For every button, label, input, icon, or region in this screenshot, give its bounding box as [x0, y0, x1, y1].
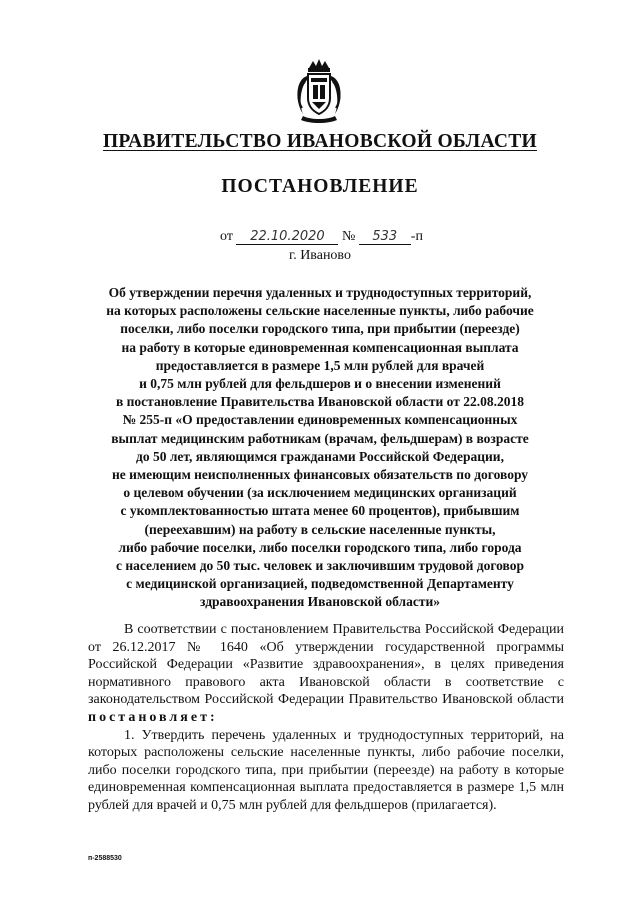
organization-name: ПРАВИТЕЛЬСТВО ИВАНОВСКОЙ ОБЛАСТИ	[102, 131, 538, 152]
title-line: либо рабочие поселки, либо поселки городского типа, либо города	[118, 539, 522, 555]
title-line: на работу в которые единовременная компенсационная выплата	[121, 339, 519, 355]
title-line: (переехавшим) на работу в сельские населенные пункты,	[144, 521, 496, 537]
title-line: поселки, либо поселки городского типа, при прибытии (переезде)	[120, 321, 520, 337]
number-suffix: -п	[410, 229, 423, 244]
title-line: в постановление Правительства Ивановской области от 22.08.2018	[115, 394, 524, 410]
handwritten-date: 22.10.2020	[236, 229, 338, 245]
handwritten-number: 533	[359, 229, 411, 245]
title-line: с населением до 50 тыс. человек и заключившим трудовой договор	[115, 558, 525, 574]
document-body	[88, 621, 564, 815]
title-line: не имеющим неисполненных финансовых обязательств по договору	[111, 467, 529, 483]
title-line: выплат медицинским работникам (врачам, фельдшерам) в возрасте	[111, 430, 529, 446]
title-line: и 0,75 млн рублей для фельдшеров и о внесении изменений	[139, 376, 501, 392]
title-line: с укомплектованностью штата менее 60 процентов), прибывшим	[120, 503, 520, 519]
title-line: здравоохранения Ивановской области»	[200, 594, 440, 610]
decree-keyword: постановляет:	[88, 709, 218, 725]
title-line: Об утверждении перечня удаленных и труднодоступных территорий,	[108, 285, 532, 300]
preamble-paragraph	[88, 621, 564, 727]
title-line: на которых расположены сельские населенные пункты, либо рабочие	[106, 303, 534, 319]
title-line: предоставляется в размере 1,5 млн рублей для врачей	[155, 357, 485, 373]
date-prefix: от	[220, 229, 233, 244]
title-line: о целевом обучении (за исключением медицинских организаций	[123, 485, 517, 501]
coat-of-arms-emblem	[293, 58, 345, 124]
document-code: п-2588530	[88, 855, 122, 862]
title-line: с медицинской организацией, подведомственной Департаменту	[126, 576, 514, 592]
number-prefix: №	[341, 229, 356, 244]
city-name: г. Иваново	[289, 248, 351, 263]
date-number-line	[220, 229, 423, 245]
title-line: до 50 лет, являющимся гражданами Российской Федерации,	[136, 448, 504, 464]
preamble-text: В соответствии с постановлением Правительства Российской Федерации от 26.12.2017 № 1640 «Об утверждении государственной программы Российской Федерации «Развитие здравоохранения», в целях приведения нормативного правового акта Ивановской области в соответствие с законодательством Российской Федерации Правительство Ивановской области	[88, 622, 564, 708]
document-title	[80, 284, 560, 612]
title-line: № 255-п «О предоставлении единовременных компенсационных	[122, 412, 518, 428]
document-type: ПОСТАНОВЛЕНИЕ	[221, 176, 419, 197]
clause-1-paragraph: 1. Утвердить перечень удаленных и труднодоступных территорий, на которых расположены сельские населенные пункты, либо рабочие поселки, либо поселки городского типа, при прибытии (переезде) на работу в которые единовременная компенсационная выплата предоставляется в размере 1,5 млн рублей для врачей и 0,75 млн рублей для фельдшеров (прилагается).	[88, 727, 564, 813]
